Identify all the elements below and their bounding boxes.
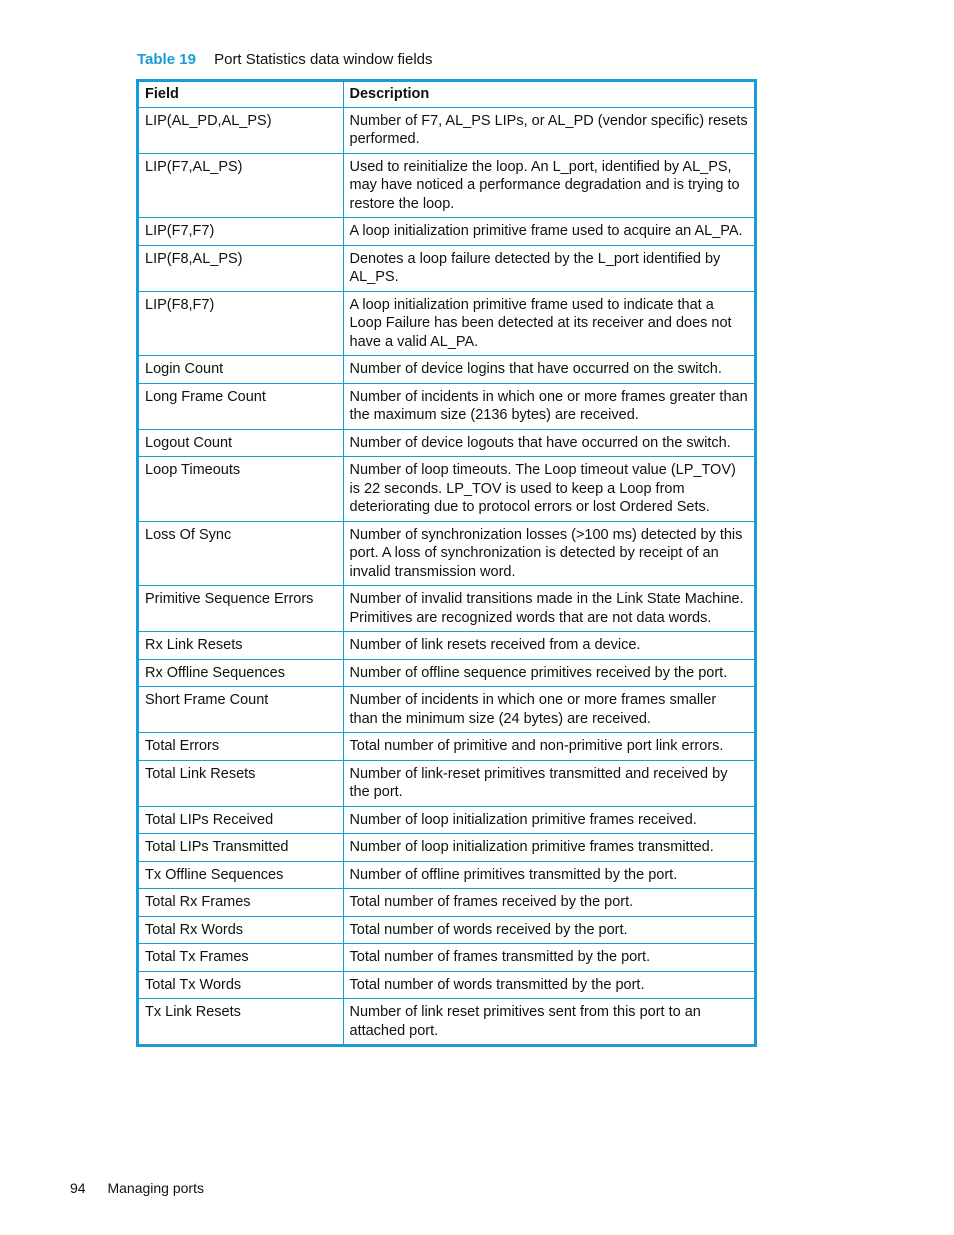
table-row [139,457,754,522]
table-row [139,999,754,1045]
table-label: Table 19 [137,51,196,68]
field-cell: Loss Of Sync [139,521,343,586]
column-header-field: Field [139,82,343,107]
field-cell: Primitive Sequence Errors [139,586,343,632]
table-row [139,659,754,687]
footer-section-title: Managing ports [107,1180,204,1196]
field-cell: Loop Timeouts [139,457,343,522]
description-cell: Number of link reset primitives sent from this port to an attached port. [343,999,754,1045]
field-cell: Total Tx Words [139,971,343,999]
table-row [139,586,754,632]
table-header-row [139,82,754,107]
field-cell: LIP(F8,F7) [139,291,343,356]
field-cell: Rx Link Resets [139,632,343,660]
page-footer [70,1180,204,1196]
table-row [139,107,754,153]
field-cell: Tx Offline Sequences [139,861,343,889]
description-cell: Total number of primitive and non-primitive port link errors. [343,733,754,761]
table-row [139,944,754,972]
field-cell: Total Rx Words [139,916,343,944]
description-cell: Total number of frames transmitted by the port. [343,944,754,972]
field-cell: Total Link Resets [139,760,343,806]
table-row [139,889,754,917]
description-cell: Total number of frames received by the port. [343,889,754,917]
table-row [139,632,754,660]
description-cell: Denotes a loop failure detected by the L_port identified by AL_PS. [343,245,754,291]
field-cell: LIP(F7,F7) [139,218,343,246]
column-header-description: Description [343,82,754,107]
field-cell: Short Frame Count [139,687,343,733]
field-cell: Total Rx Frames [139,889,343,917]
field-cell: LIP(F8,AL_PS) [139,245,343,291]
field-cell: LIP(AL_PD,AL_PS) [139,107,343,153]
description-cell: Total number of words received by the port. [343,916,754,944]
description-cell: A loop initialization primitive frame used to acquire an AL_PA. [343,218,754,246]
description-cell: Number of link resets received from a device. [343,632,754,660]
description-cell: Number of loop initialization primitive frames received. [343,806,754,834]
description-cell: A loop initialization primitive frame used to indicate that a Loop Failure has been detected at its receiver and does not have a valid AL_PA. [343,291,754,356]
table-row [139,153,754,218]
description-cell: Number of synchronization losses (>100 ms) detected by this port. A loss of synchronization is detected by receipt of an invalid transmission word. [343,521,754,586]
field-cell: Login Count [139,356,343,384]
table-row [139,429,754,457]
field-cell: Logout Count [139,429,343,457]
table-row [139,291,754,356]
field-cell: Tx Link Resets [139,999,343,1045]
table-row [139,916,754,944]
description-cell: Number of incidents in which one or more frames smaller than the minimum size (24 bytes) are received. [343,687,754,733]
page-number: 94 [70,1180,86,1196]
field-cell: Total LIPs Transmitted [139,834,343,862]
field-cell: Total Tx Frames [139,944,343,972]
table-caption [137,51,433,69]
description-cell: Number of device logouts that have occurred on the switch. [343,429,754,457]
table-row [139,383,754,429]
field-cell: Long Frame Count [139,383,343,429]
description-cell: Total number of words transmitted by the port. [343,971,754,999]
field-cell: Rx Offline Sequences [139,659,343,687]
table-row [139,971,754,999]
description-cell: Number of offline sequence primitives received by the port. [343,659,754,687]
description-cell: Number of link-reset primitives transmitted and received by the port. [343,760,754,806]
description-cell: Number of loop timeouts. The Loop timeout value (LP_TOV) is 22 seconds. LP_TOV is used to keep a Loop from deteriorating due to protocol errors or lost Ordered Sets. [343,457,754,522]
table-row [139,356,754,384]
description-cell: Number of F7, AL_PS LIPs, or AL_PD (vendor specific) resets performed. [343,107,754,153]
table-row [139,687,754,733]
table-row [139,521,754,586]
table-row [139,245,754,291]
description-cell: Number of incidents in which one or more frames greater than the maximum size (2136 bytes) are received. [343,383,754,429]
port-statistics-table [136,79,757,1047]
table-row [139,806,754,834]
description-cell: Number of invalid transitions made in the Link State Machine. Primitives are recognized words that are not data words. [343,586,754,632]
description-cell: Used to reinitialize the loop. An L_port, identified by AL_PS, may have noticed a performance degradation and is trying to restore the loop. [343,153,754,218]
table-title: Port Statistics data window fields [214,51,433,68]
table-row [139,861,754,889]
description-cell: Number of loop initialization primitive frames transmitted. [343,834,754,862]
table-row [139,760,754,806]
field-cell: Total Errors [139,733,343,761]
field-cell: Total LIPs Received [139,806,343,834]
field-cell: LIP(F7,AL_PS) [139,153,343,218]
table-row [139,834,754,862]
description-cell: Number of offline primitives transmitted by the port. [343,861,754,889]
table-row [139,218,754,246]
table-row [139,733,754,761]
description-cell: Number of device logins that have occurred on the switch. [343,356,754,384]
